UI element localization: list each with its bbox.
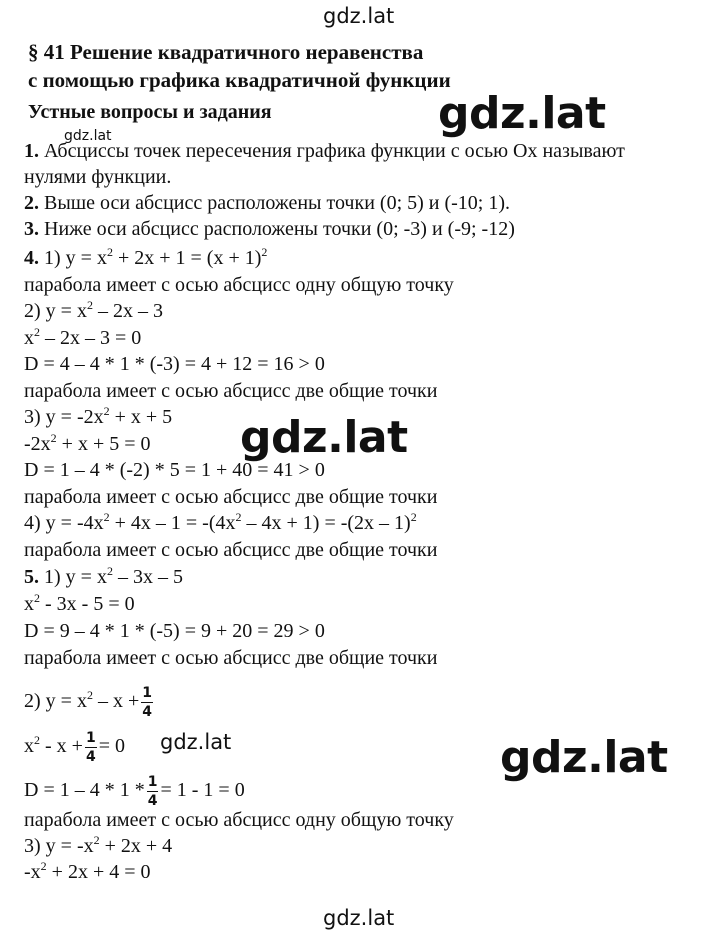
q5-item-2-zero: $x^2$ - x + $\frac{1}{4}$ = 0 xyxy=(24,729,125,765)
q5-item-2-equation: 2) $y = x^2 - x$ + $\frac{1}{4}$ xyxy=(24,684,152,720)
q3-number: 3. xyxy=(24,218,39,240)
q4-item-2-discriminant: D = 4 – 4 * 1 * (-3) = 4 + 12 = 16 > 0 xyxy=(24,353,325,375)
q5-item-1-discriminant: D = 9 – 4 * 1 * (-5) = 9 + 20 = 29 > 0 xyxy=(24,620,325,642)
q4-item-4-conclusion: парабола имеет с осью абсцисс две общие точки xyxy=(24,539,438,561)
q5-item-1-equation: 5. 1) $y = x^2 - 3x - 5$ xyxy=(24,564,183,588)
fraction-denominator: 4 xyxy=(85,748,96,765)
fraction-one-quarter xyxy=(85,729,97,766)
section-title: Устные вопросы и задания xyxy=(28,101,272,123)
q4-item-2-conclusion: парабола имеет с осью абсцисс две общие точки xyxy=(24,380,438,402)
q1-number: 1. xyxy=(24,140,39,162)
watermark-top: gdz.lat xyxy=(323,4,395,28)
q5-item-3-equation: 3) $y = -x^2 + 2x + 4$ xyxy=(24,833,173,857)
fraction-denominator: 4 xyxy=(147,792,158,809)
watermark-big-lower-right: gdz.lat xyxy=(500,732,668,783)
watermark-big-right: gdz.lat xyxy=(438,88,606,139)
q4-item-2-zero: $x^2 - 2x - 3 = 0$ xyxy=(24,325,142,349)
q4-item-1-equation: 4. 1) $y = x^2 + 2x + 1 = (x + 1)^2$ xyxy=(24,245,268,269)
fraction-denominator: 4 xyxy=(142,703,152,720)
watermark-big-center: gdz.lat xyxy=(240,412,408,463)
page-title-line-1: § 41 Решение квадратичного неравенства xyxy=(28,40,424,64)
watermark-bottom: gdz.lat xyxy=(323,906,395,930)
fraction-numerator: 1 xyxy=(142,684,152,701)
page-title-line-2: с помощью графика квадратичной функции xyxy=(28,68,451,92)
q4-item-3-equation: 3) $y = -2x^2 + x + 5$ xyxy=(24,404,173,428)
q1-line-1 xyxy=(24,139,625,163)
q4-item-3-conclusion: парабола имеет с осью абсцисс две общие точки xyxy=(24,486,438,508)
fraction-one-quarter xyxy=(147,773,159,810)
q3-text: Ниже оси абсцисс расположены точки (0; -3) и (-9; -12) xyxy=(44,218,515,240)
fraction-numerator: 1 xyxy=(147,773,158,790)
q4-item-3-zero: $-2x^2 + x + 5 = 0$ xyxy=(24,431,151,455)
q1-text-a: Абсциссы точек пересечения графика функции с осью Ох называют xyxy=(44,140,625,162)
q3-line xyxy=(24,217,515,241)
q5-item-3-zero: $-x^2 + 2x + 4 = 0$ xyxy=(24,859,151,883)
q4-item-3-discriminant: D = 1 – 4 * (-2) * 5 = 1 + 40 = 41 > 0 xyxy=(24,459,325,481)
q2-line xyxy=(24,191,510,215)
q5-item-2-conclusion: парабола имеет с осью абсцисс одну общую точку xyxy=(24,809,454,831)
watermark-tiny: gdz.lat xyxy=(64,128,112,144)
q2-text: Выше оси абсцисс расположены точки (0; 5) и (-10; 1). xyxy=(44,192,511,214)
q2-number: 2. xyxy=(24,192,39,214)
q5-item-1-zero: $x^2 - 3x - 5 = 0$ xyxy=(24,591,135,615)
q4-item-1-conclusion: парабола имеет с осью абсцисс одну общую точку xyxy=(24,274,454,296)
fraction-one-quarter xyxy=(141,684,153,721)
fraction-numerator: 1 xyxy=(85,729,96,746)
q4-item-2-equation: 2) $y = x^2 - 2x - 3$ xyxy=(24,298,163,322)
q5-item-2-discriminant: D = 1 – 4 * 1 * $\frac{1}{4}$ = 1 - 1 = 0 xyxy=(24,773,245,809)
watermark-small-mid: gdz.lat xyxy=(160,730,232,754)
q5-number: 5. xyxy=(24,566,39,588)
q5-item-1-conclusion: парабола имеет с осью абсцисс две общие точки xyxy=(24,647,438,669)
q1-line-2: нулями функции. xyxy=(24,166,172,188)
q4-number: 4. xyxy=(24,247,39,269)
q4-item-4-equation: 4) $y = -4x^2 + 4x - 1 = -(4x^2 - 4x + 1) = -(2x - 1)^2$ xyxy=(24,510,417,534)
